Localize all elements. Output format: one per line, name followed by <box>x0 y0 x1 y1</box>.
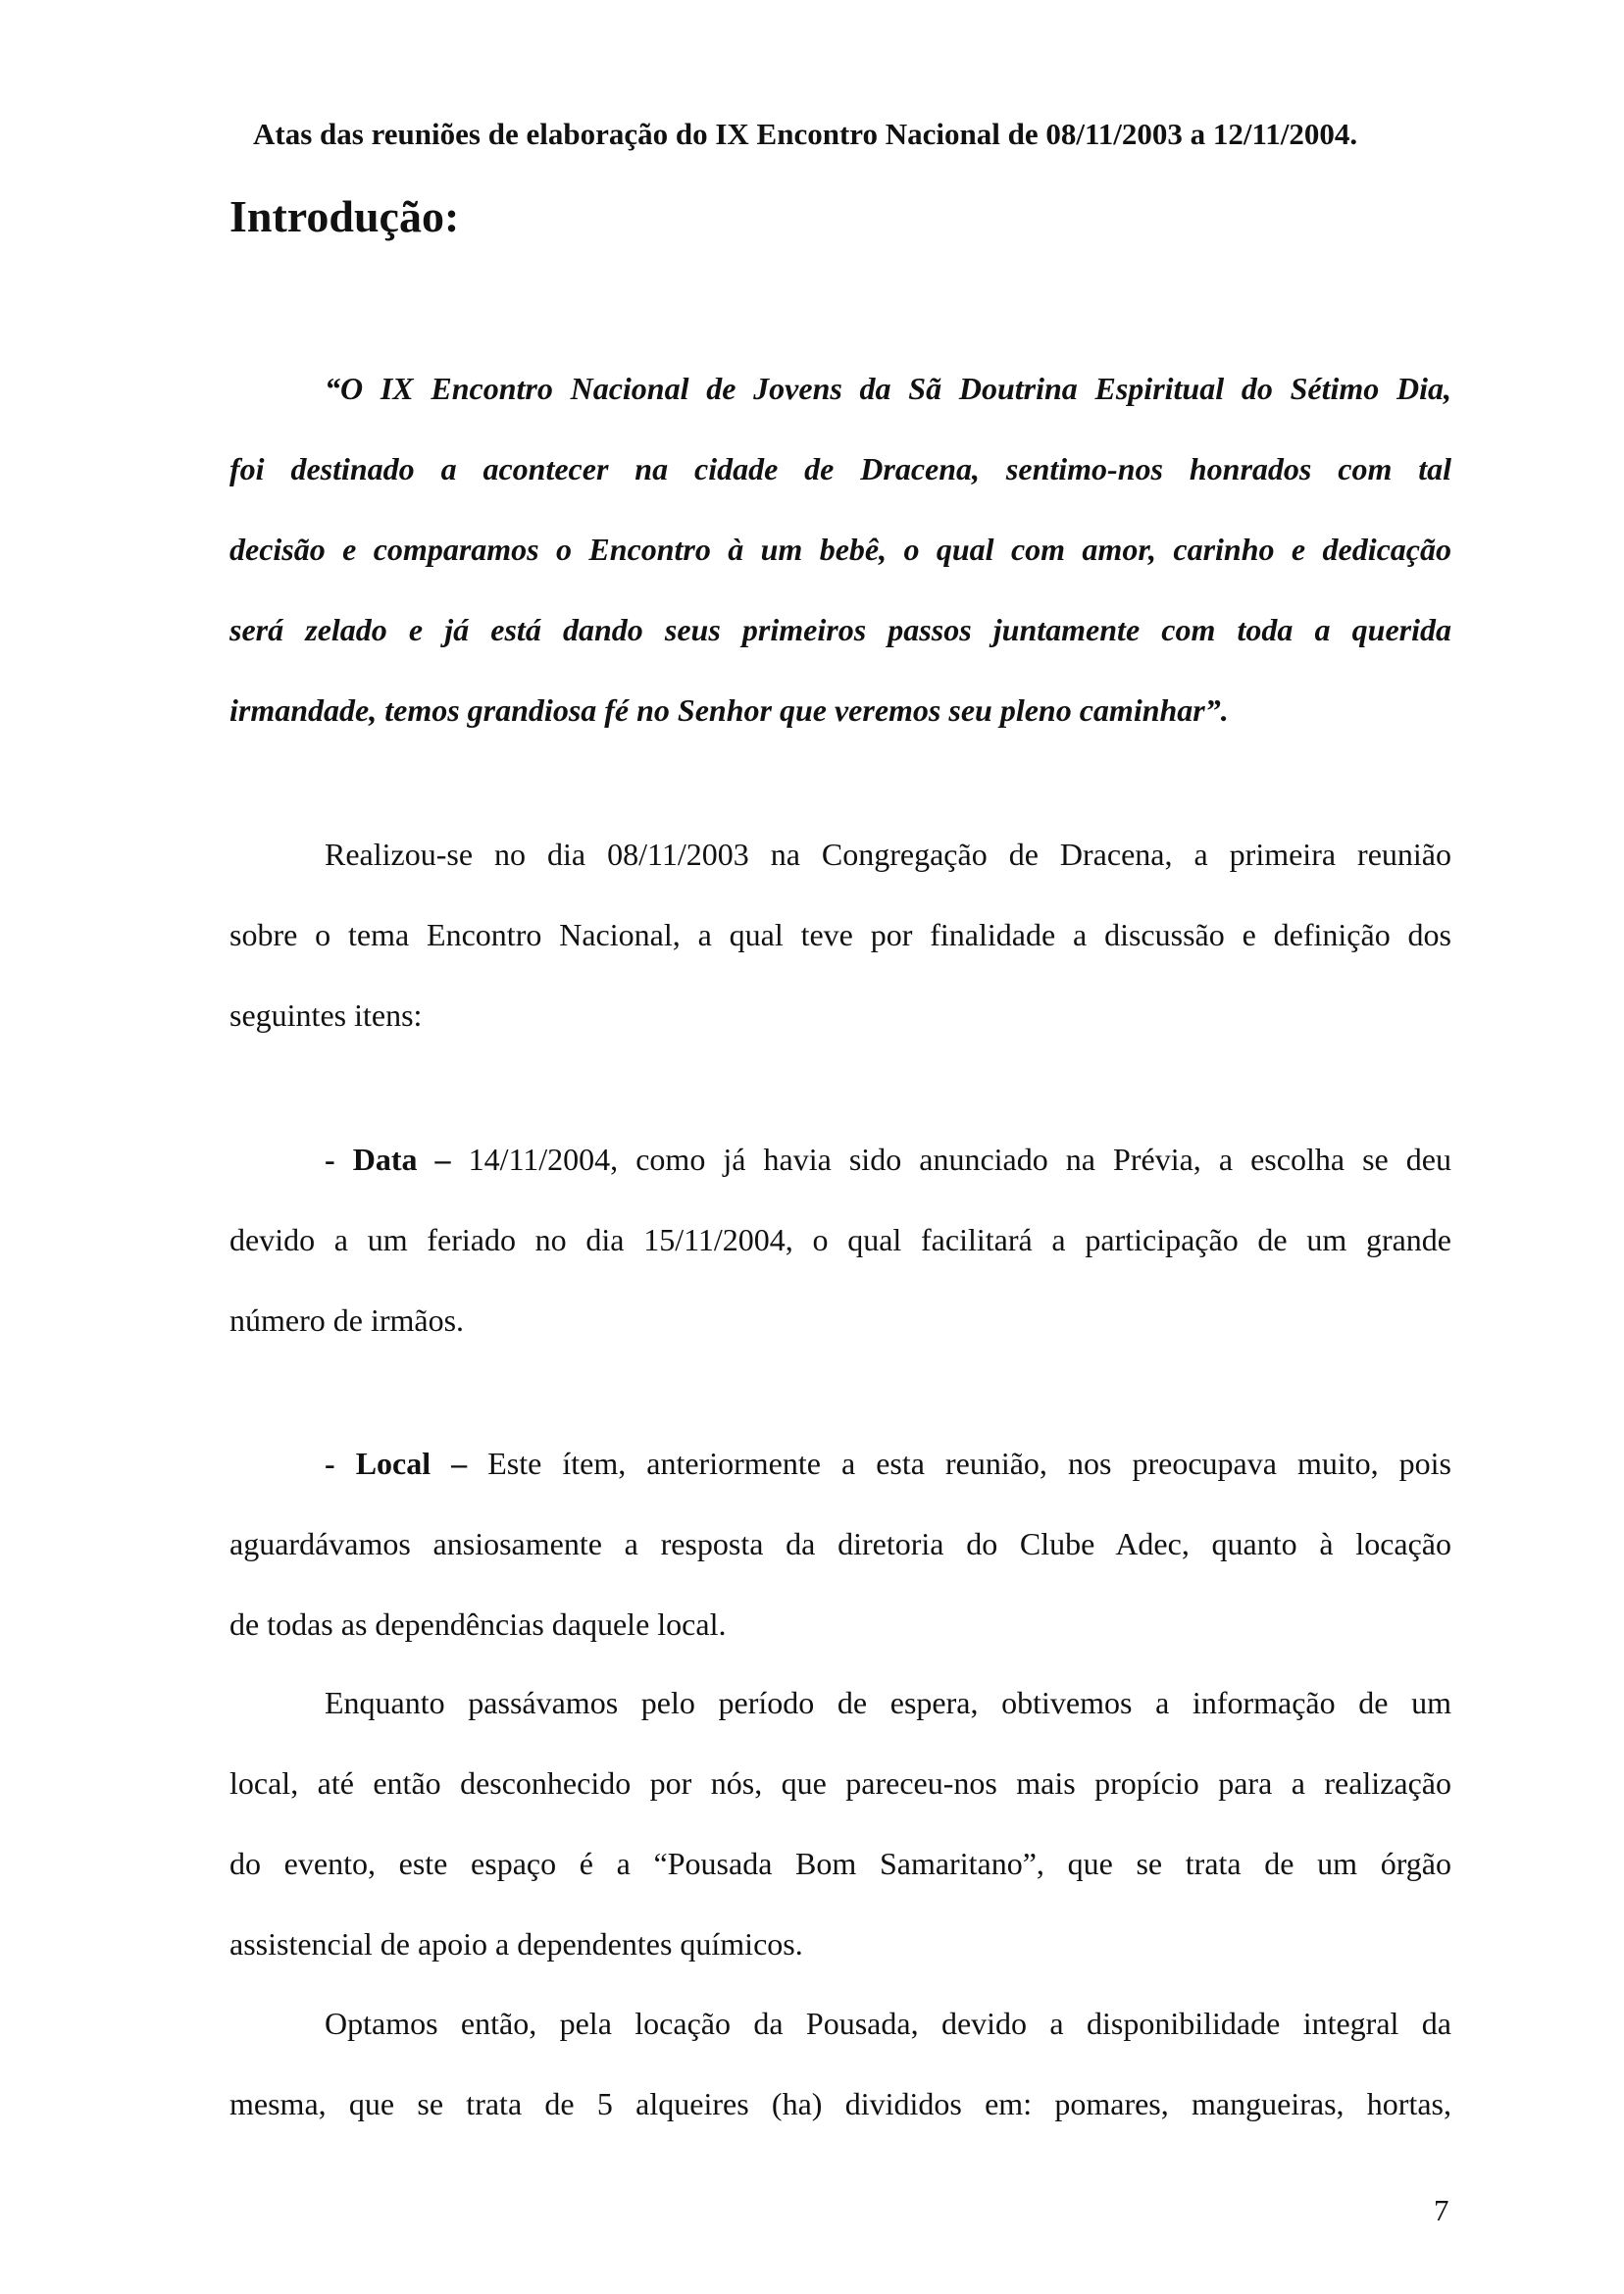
paragraph-line: Optamos então, pela locação da Pousada, devido a disponibilidade integral da <box>325 2006 1451 2041</box>
item-local-text: Este ítem, anteriormente a esta reunião, nos preocupava muito, pois <box>467 1446 1452 1481</box>
paragraph-line: número de irmãos. <box>229 1302 465 1338</box>
paragraph-line: de todas as dependências daquele local. <box>229 1606 727 1642</box>
paragraph-line: aguardávamos ansiosamente a resposta da diretoria do Clube Adec, quanto à locação <box>229 1526 1451 1561</box>
paragraph-line: mesma, que se trata de 5 alqueires (ha) divididos em: pomares, mangueiras, hortas, <box>229 2086 1451 2121</box>
item-local-label: - Local – <box>325 1446 468 1481</box>
quote-line: “O IX Encontro Nacional de Jovens da Sã Doutrina Espiritual do Sétimo Dia, <box>325 371 1451 406</box>
paragraph-line: seguintes itens: <box>229 997 423 1033</box>
section-heading: Introdução: <box>229 191 460 241</box>
item-data-text: 14/11/2004, como já havia sido anunciado na Prévia, a escolha se deu <box>450 1142 1452 1177</box>
quote-line: irmandade, temos grandiosa fé no Senhor que veremos seu pleno caminhar”. <box>229 692 1229 728</box>
quote-line: será zelado e já está dando seus primeiros passos juntamente com toda a querida <box>229 612 1451 647</box>
paragraph-line: Realizou-se no dia 08/11/2003 na Congregação de Dracena, a primeira reunião <box>325 837 1451 872</box>
quote-line: foi destinado a acontecer na cidade de Dracena, sentimo-nos honrados com tal <box>229 451 1451 486</box>
paragraph-line: local, até então desconhecido por nós, que pareceu-nos mais propício para a realização <box>229 1765 1451 1801</box>
paragraph-line: devido a um feriado no dia 15/11/2004, o qual facilitará a participação de um grande <box>229 1222 1451 1257</box>
item-local-first-line <box>325 1444 1451 1483</box>
quote-line: decisão e comparamos o Encontro à um bebê, o qual com amor, carinho e dedicação <box>229 532 1451 567</box>
item-data-first-line <box>325 1140 1451 1179</box>
item-data-label: - Data – <box>325 1142 451 1177</box>
paragraph-line: sobre o tema Encontro Nacional, a qual teve por finalidade a discussão e definição dos <box>229 917 1451 952</box>
paragraph-line: do evento, este espaço é a “Pousada Bom Samaritano”, que se trata de um órgão <box>229 1846 1451 1881</box>
paragraph-line: Enquanto passávamos pelo período de espera, obtivemos a informação de um <box>325 1685 1451 1720</box>
paragraph-line: assistencial de apoio a dependentes químicos. <box>229 1926 803 1962</box>
page-number: 7 <box>1434 2193 1449 2227</box>
document-header-title: Atas das reuniões de elaboração do IX Encontro Nacional de 08/11/2003 a 12/11/2004. <box>253 117 1358 151</box>
